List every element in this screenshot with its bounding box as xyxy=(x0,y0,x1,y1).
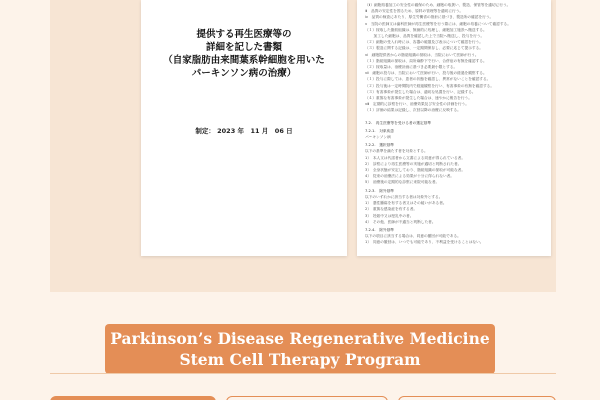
document-text-line: 以下のいずれかに該当する者は対象外とする。 xyxy=(365,194,443,199)
document-text-line: （３）製造に関する記録は、一定期間保存し、必要に応じて提示する。 xyxy=(365,46,483,51)
detail-page xyxy=(357,0,551,256)
banner-title-line: Parkinson’s Disease Regenerative Medicine xyxy=(110,329,490,348)
document-text-line: ⅵ 細胞提供者からの脂肪組織の採取は、当院において医師が行う。 xyxy=(365,52,479,57)
cover-date: 制定： 2023 年 11 月 06 日 xyxy=(195,127,293,135)
cover-title xyxy=(141,28,347,80)
document-text-line: 1） 本人又は代諾者から文書による同意が得られている者。 xyxy=(365,155,466,160)
document-text-line: ⅷ 定期的に診察を行い、治療効果及び安全性の評価を行う。 xyxy=(365,102,469,107)
document-text-line: 1） 同意の撤回は、いつでも可能であり、不利益を受けることはない。 xyxy=(365,240,484,245)
section-divider xyxy=(50,373,556,374)
section-heading: 7.2.3. 除外基準 xyxy=(365,188,394,193)
document-text-line: （４）重篤な有害事象が発生した場合は、速やかに報告を行う。 xyxy=(365,96,472,101)
cover-title-line: パーキンソン病の治療） xyxy=(191,68,297,79)
document-text-line: （２）採取量は、治療計画に基づき必要最小限とする。 xyxy=(365,65,458,70)
document-text-line: 2） 診察により再生医療等の実施が適切と判断された者。 xyxy=(365,161,462,166)
document-text-line: （２）細胞の受入れ時には、容器の破損及び表示について確認を行う。 xyxy=(365,40,483,45)
document-text-line: 3） 妊娠中又は授乳中の者。 xyxy=(365,213,414,218)
document-text-line: 以下の項目に該当する場合は、同意の撤回が可能である。 xyxy=(365,234,461,239)
document-text-line: ⅴ 当院の医師又は歯科医師が再生医療等を行う際には、細胞の培養について確認する。 xyxy=(365,21,511,26)
cover-title-line: （自家脂肪由来間葉系幹細胞を用いた xyxy=(163,55,325,66)
program-card[interactable] xyxy=(226,396,388,400)
program-card[interactable] xyxy=(50,396,216,400)
document-text-line: （３）有害事象が発生した場合は、適切な処置を行い、記録する。 xyxy=(365,89,476,94)
paragraph-gap xyxy=(365,114,543,118)
document-text-line: （１）脂肪組織の採取は、局所麻酔下で行い、合併症の有無を確認する。 xyxy=(365,58,487,63)
document-text-line: （２）投与後は一定時間院内で経過観察を行い、有害事象の有無を確認する。 xyxy=(365,83,495,88)
program-title-banner xyxy=(105,324,495,374)
document-text-line: 4） その他、医師が不適当と判断した者。 xyxy=(365,219,436,224)
document-text-line: 加工した細胞は、品質を確認した上で当院へ搬送し、投与を行う。 xyxy=(365,34,485,39)
document-text-line: ⅲ 品質の安定性を図るため、原料の管理等を適切に行う。 xyxy=(365,9,464,14)
section-heading: 7.2. 再生医療等を受ける者の選定基準 xyxy=(365,120,432,125)
section-heading: 7.2.2. 選択基準 xyxy=(365,143,394,148)
document-text-line: ⅶ 細胞の投与は、当院において医師が行い、投与後の経過を観察する。 xyxy=(365,71,487,76)
cover-title-line: 詳細を記した書類 xyxy=(205,42,282,53)
document-text-line: （１）評価の結果は記録し、次回以降の治療に反映する。 xyxy=(365,108,461,113)
document-text-line: 1） 悪性腫瘍を有する者又はその疑いがある者。 xyxy=(365,201,447,206)
program-card[interactable] xyxy=(398,396,556,400)
document-text-line: ⅳ 品質の検査にあたり、厚生労働省の指針に基づき、製造所の確認を行う。 xyxy=(365,15,494,20)
cover-page xyxy=(141,0,347,256)
document-text-line: （ⅱ）細胞培養加工の安全性の確保のため、細胞の取扱い、製造、保管等を適切に行う。 xyxy=(365,3,511,7)
section-heading: 7.2.4. 除外基準 xyxy=(365,227,394,232)
document-text-line: パーキンソン病 xyxy=(365,135,391,140)
document-text-line: （１）採取した脂肪組織は、無菌的に処理し、細胞加工施設へ搬送する。 xyxy=(365,27,487,32)
document-text-line: 4） 従来の治療法による効果が十分に得られない者。 xyxy=(365,174,454,179)
banner-title-line: Stem Cell Therapy Program xyxy=(179,350,421,369)
document-text-line: 3） 全身状態が安定しており、脂肪組織の採取が可能な者。 xyxy=(365,168,466,173)
document-text-line: 5） 治療後の定期的な診察に来院可能な者。 xyxy=(365,180,440,185)
document-text-line: （１）投与に際しては、患者の状態を確認し、異常がないことを確認する。 xyxy=(365,77,491,82)
document-text-line: 2） 重篤な感染症を有する者。 xyxy=(365,207,418,212)
document-preview-panel xyxy=(50,0,556,292)
section-heading: 7.2.1. 対象疾患 xyxy=(365,128,394,133)
document-text-line: 以下の基準を満たす者を対象とする。 xyxy=(365,149,428,154)
cover-title-line: 提供する再生医療等の xyxy=(196,29,292,40)
